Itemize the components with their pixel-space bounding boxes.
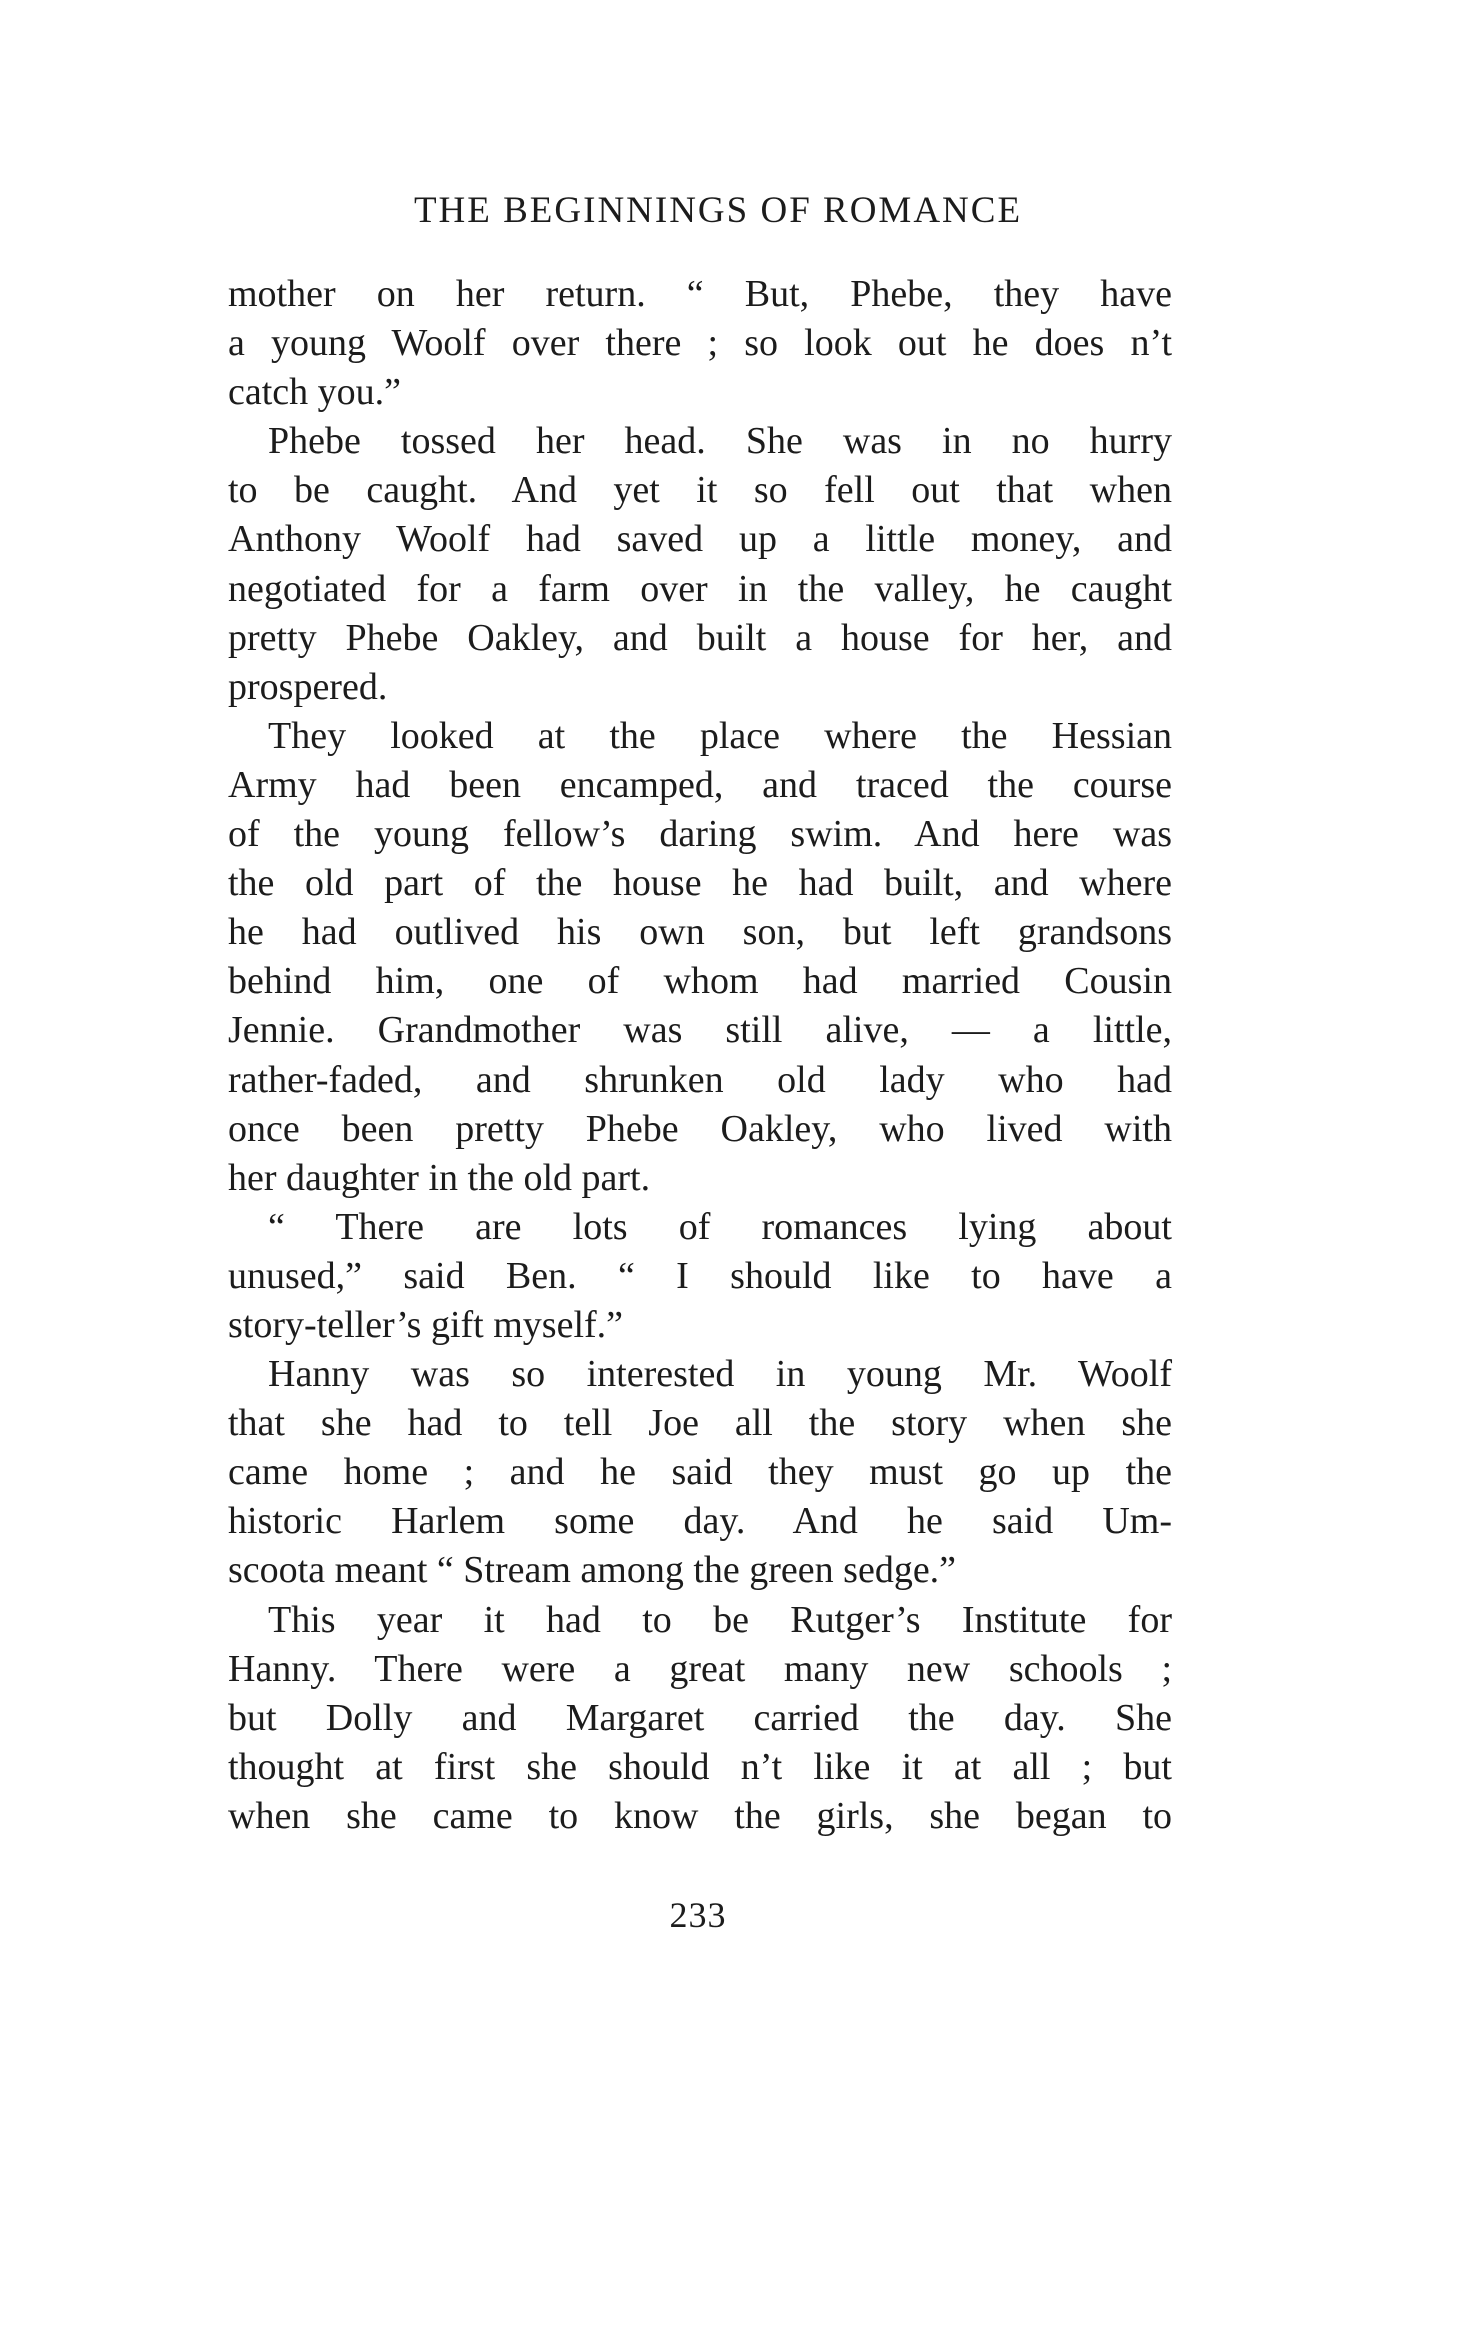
text-line: thought at first she should n’t like it at all ; but xyxy=(228,1745,1172,1788)
text-line: catch you.” xyxy=(228,371,402,414)
text-line: the old part of the house he had built, and where xyxy=(228,862,1172,905)
body-text xyxy=(228,270,1172,1841)
text-line: historic Harlem some day. And he said Um- xyxy=(228,1500,1172,1543)
text-line: unused,” said Ben. “ I should like to have a xyxy=(228,1254,1172,1297)
text-line: Hanny. There were a great many new schools ; xyxy=(228,1647,1172,1690)
text-line: that she had to tell Joe all the story when she xyxy=(228,1402,1172,1445)
text-line: pretty Phebe Oakley, and built a house for her, and xyxy=(228,616,1172,659)
text-line: he had outlived his own son, but left grandsons xyxy=(228,911,1172,954)
paragraph-first-line: This year it had to be Rutger’s Institute for xyxy=(268,1598,1172,1641)
text-line: prospered. xyxy=(228,665,388,708)
text-line: when she came to know the girls, she began to xyxy=(228,1794,1172,1837)
paragraph-first-line: Hanny was so interested in young Mr. Woolf xyxy=(268,1353,1172,1396)
text-line: once been pretty Phebe Oakley, who lived with xyxy=(228,1107,1172,1150)
paragraph-first-line: They looked at the place where the Hessian xyxy=(268,714,1172,757)
text-line: came home ; and he said they must go up the xyxy=(228,1451,1172,1494)
text-line: scoota meant “ Stream among the green sedge.” xyxy=(228,1549,957,1592)
text-line: but Dolly and Margaret carried the day. She xyxy=(228,1696,1172,1739)
page-number: 233 xyxy=(669,1895,727,1935)
text-line: Jennie. Grandmother was still alive, — a little, xyxy=(228,1009,1172,1052)
text-line: to be caught. And yet it so fell out that when xyxy=(228,469,1172,512)
text-line: mother on her return. “ But, Phebe, they have xyxy=(228,273,1172,315)
text-line: a young Woolf over there ; so look out he does n’t xyxy=(228,322,1172,365)
text-line: of the young fellow’s daring swim. And here was xyxy=(228,813,1172,856)
text-line: Anthony Woolf had saved up a little money, and xyxy=(228,518,1172,561)
text-line: rather-faded, and shrunken old lady who had xyxy=(228,1058,1172,1101)
paragraph-first-line: Phebe tossed her head. She was in no hurry xyxy=(268,420,1172,463)
text-line: her daughter in the old part. xyxy=(228,1156,651,1199)
running-head: THE BEGINNINGS OF ROMANCE xyxy=(413,190,1023,231)
paragraph-first-line: “ There are lots of romances lying about xyxy=(268,1205,1172,1248)
text-line: behind him, one of whom had married Cousin xyxy=(228,960,1172,1003)
text-line: Army had been encamped, and traced the course xyxy=(228,763,1172,806)
text-line: negotiated for a farm over in the valley, he caught xyxy=(228,567,1172,610)
text-line: story-teller’s gift myself.” xyxy=(228,1303,624,1346)
